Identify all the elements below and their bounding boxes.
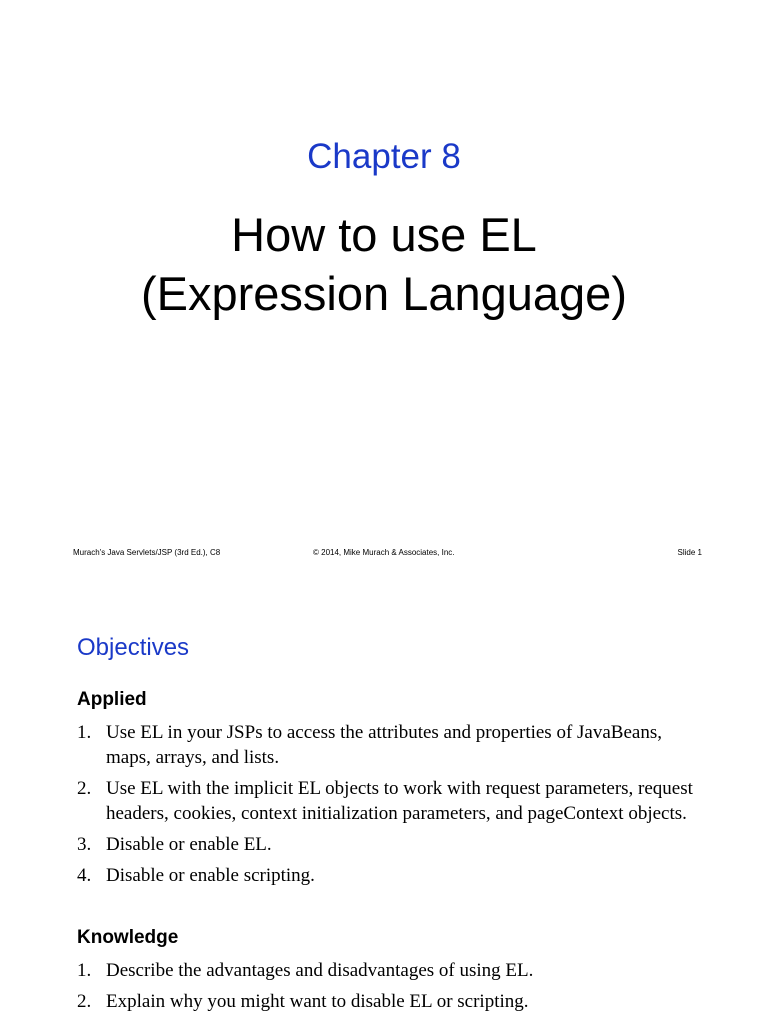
list-item [77, 958, 697, 983]
footer-book-title: Murach's Java Servlets/JSP (3rd Ed.), C8 [73, 548, 221, 557]
applied-heading: Applied [77, 689, 147, 710]
list-item [77, 989, 697, 1014]
list-item-text: Explain why you might want to disable EL or scripting. [106, 991, 529, 1012]
list-item-number: 1. [77, 960, 92, 981]
list-item-text: Use EL in your JSPs to access the attributes and properties of JavaBeans, maps, arrays, and lists. [106, 722, 662, 768]
footer-slide-number: Slide 1 [677, 548, 702, 557]
list-item [77, 720, 697, 770]
footer-copyright: © 2014, Mike Murach & Associates, Inc. [313, 548, 455, 557]
knowledge-heading: Knowledge [77, 927, 179, 948]
list-item-number: 2. [77, 991, 92, 1012]
list-item-text: Disable or enable EL. [106, 834, 272, 855]
list-item-text: Disable or enable scripting. [106, 865, 315, 886]
list-item [77, 863, 697, 888]
slide-title-line-1: How to use EL [231, 208, 537, 261]
list-item [77, 832, 697, 857]
list-item-number: 3. [77, 834, 92, 855]
list-item-text: Describe the advantages and disadvantages of using EL. [106, 960, 534, 981]
slide-title-line-2: (Expression Language) [141, 267, 627, 320]
list-item [77, 776, 697, 826]
list-item-text: Use EL with the implicit EL objects to work with request parameters, request headers, cookies, context initialization parameters, and pageContext objects. [106, 778, 693, 824]
chapter-label: Chapter 8 [307, 137, 461, 176]
list-item-number: 2. [77, 778, 92, 799]
list-item-number: 4. [77, 865, 92, 886]
list-item-number: 1. [77, 722, 92, 743]
objectives-title: Objectives [77, 634, 190, 661]
applied-list [77, 720, 697, 894]
knowledge-list [77, 958, 697, 1020]
objectives-slide [0, 578, 768, 1024]
